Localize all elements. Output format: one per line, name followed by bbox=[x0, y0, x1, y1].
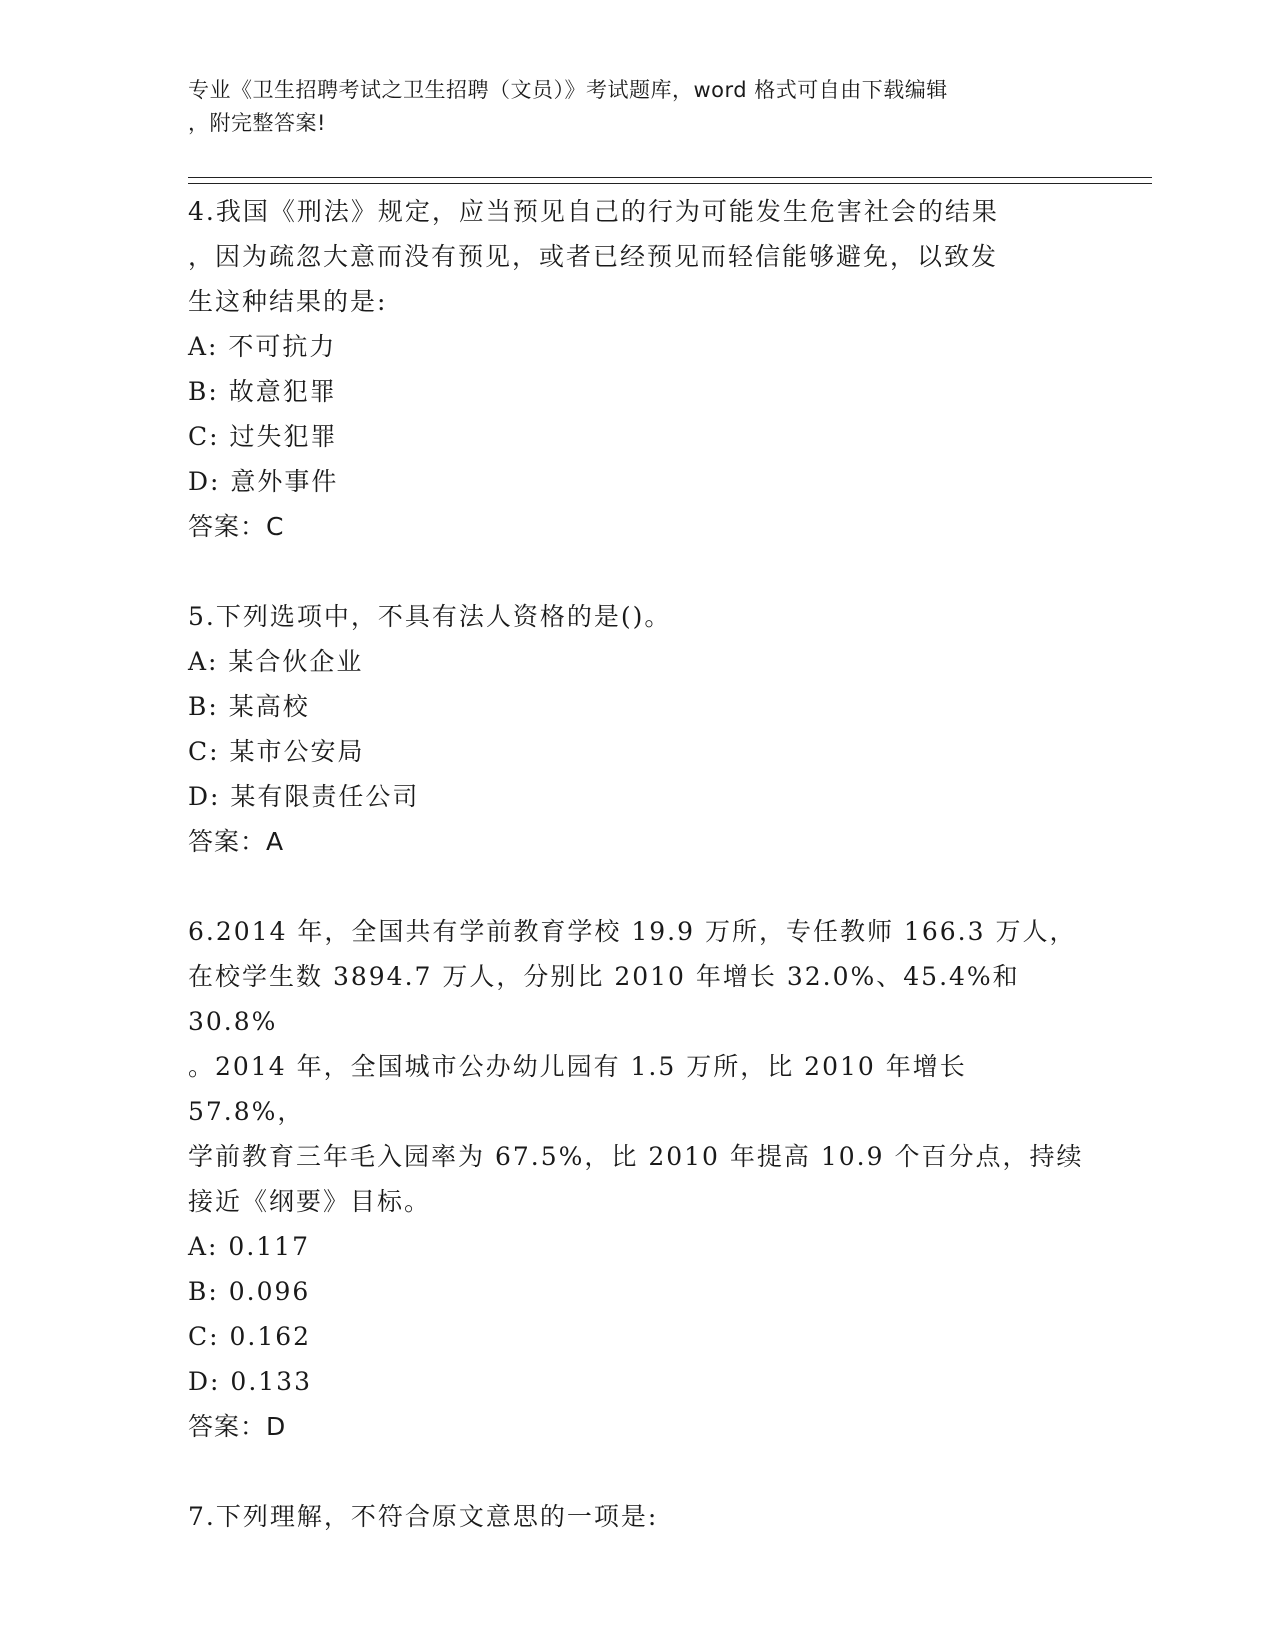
answer-line: 答案：C bbox=[188, 512, 285, 541]
question-stem-line: 接近《纲要》目标。 bbox=[188, 1187, 432, 1216]
spacer bbox=[188, 864, 1088, 909]
option-d: D: 意外事件 bbox=[188, 467, 339, 496]
question-stem-line: 学前教育三年毛入园率为 67.5%，比 2010 年提高 10.9 个百分点，持续 bbox=[188, 1142, 1084, 1171]
question-4 bbox=[188, 189, 1088, 549]
question-5 bbox=[188, 594, 1088, 864]
answer-line: 答案：D bbox=[188, 1412, 287, 1441]
question-stem-line: 6.2014 年，全国共有学前教育学校 19.9 万所，专任教师 166.3 万人， bbox=[188, 917, 1077, 946]
option-b: B: 故意犯罪 bbox=[188, 377, 337, 406]
header-line-1: 专业《卫生招聘考试之卫生招聘（文员）》考试题库，word 格式可自由下载编辑 bbox=[188, 78, 948, 102]
header-divider-top bbox=[188, 177, 1152, 178]
question-stem-line: 生这种结果的是: bbox=[188, 287, 388, 316]
option-a: A: 0.117 bbox=[188, 1232, 310, 1261]
question-7 bbox=[188, 1494, 1088, 1539]
spacer bbox=[188, 1449, 1088, 1494]
option-c: C: 某市公安局 bbox=[188, 737, 365, 766]
answer-line: 答案：A bbox=[188, 827, 285, 856]
question-stem-line: 在校学生数 3894.7 万人，分别比 2010 年增长 32.0%、45.4%和 30.8% bbox=[188, 962, 1020, 1036]
option-d: D: 某有限责任公司 bbox=[188, 782, 420, 811]
spacer bbox=[188, 549, 1088, 594]
option-c: C: 0.162 bbox=[188, 1322, 312, 1351]
question-stem-line: ，因为疏忽大意而没有预见，或者已经预见而轻信能够避免，以致发 bbox=[188, 242, 999, 271]
option-d: D: 0.133 bbox=[188, 1367, 312, 1396]
question-stem-line: 。2014 年，全国城市公办幼儿园有 1.5 万所，比 2010 年增长 57.8%， bbox=[188, 1052, 967, 1126]
header-line-2: ，附完整答案! bbox=[188, 111, 326, 135]
question-stem-line: 7.下列理解，不符合原文意思的一项是: bbox=[188, 1502, 659, 1531]
option-b: B: 某高校 bbox=[188, 692, 310, 721]
option-a: A: 不可抗力 bbox=[188, 332, 337, 361]
question-stem-line: 4.我国《刑法》规定，应当预见自己的行为可能发生危害社会的结果 bbox=[188, 197, 999, 226]
option-a: A: 某合伙企业 bbox=[188, 647, 364, 676]
option-b: B: 0.096 bbox=[188, 1277, 311, 1306]
question-stem-line: 5.下列选项中，不具有法人资格的是()。 bbox=[188, 602, 672, 631]
question-list bbox=[188, 189, 1088, 1539]
document-header bbox=[188, 74, 1068, 140]
option-c: C: 过失犯罪 bbox=[188, 422, 338, 451]
header-divider-bottom bbox=[188, 183, 1152, 184]
question-6 bbox=[188, 909, 1088, 1449]
